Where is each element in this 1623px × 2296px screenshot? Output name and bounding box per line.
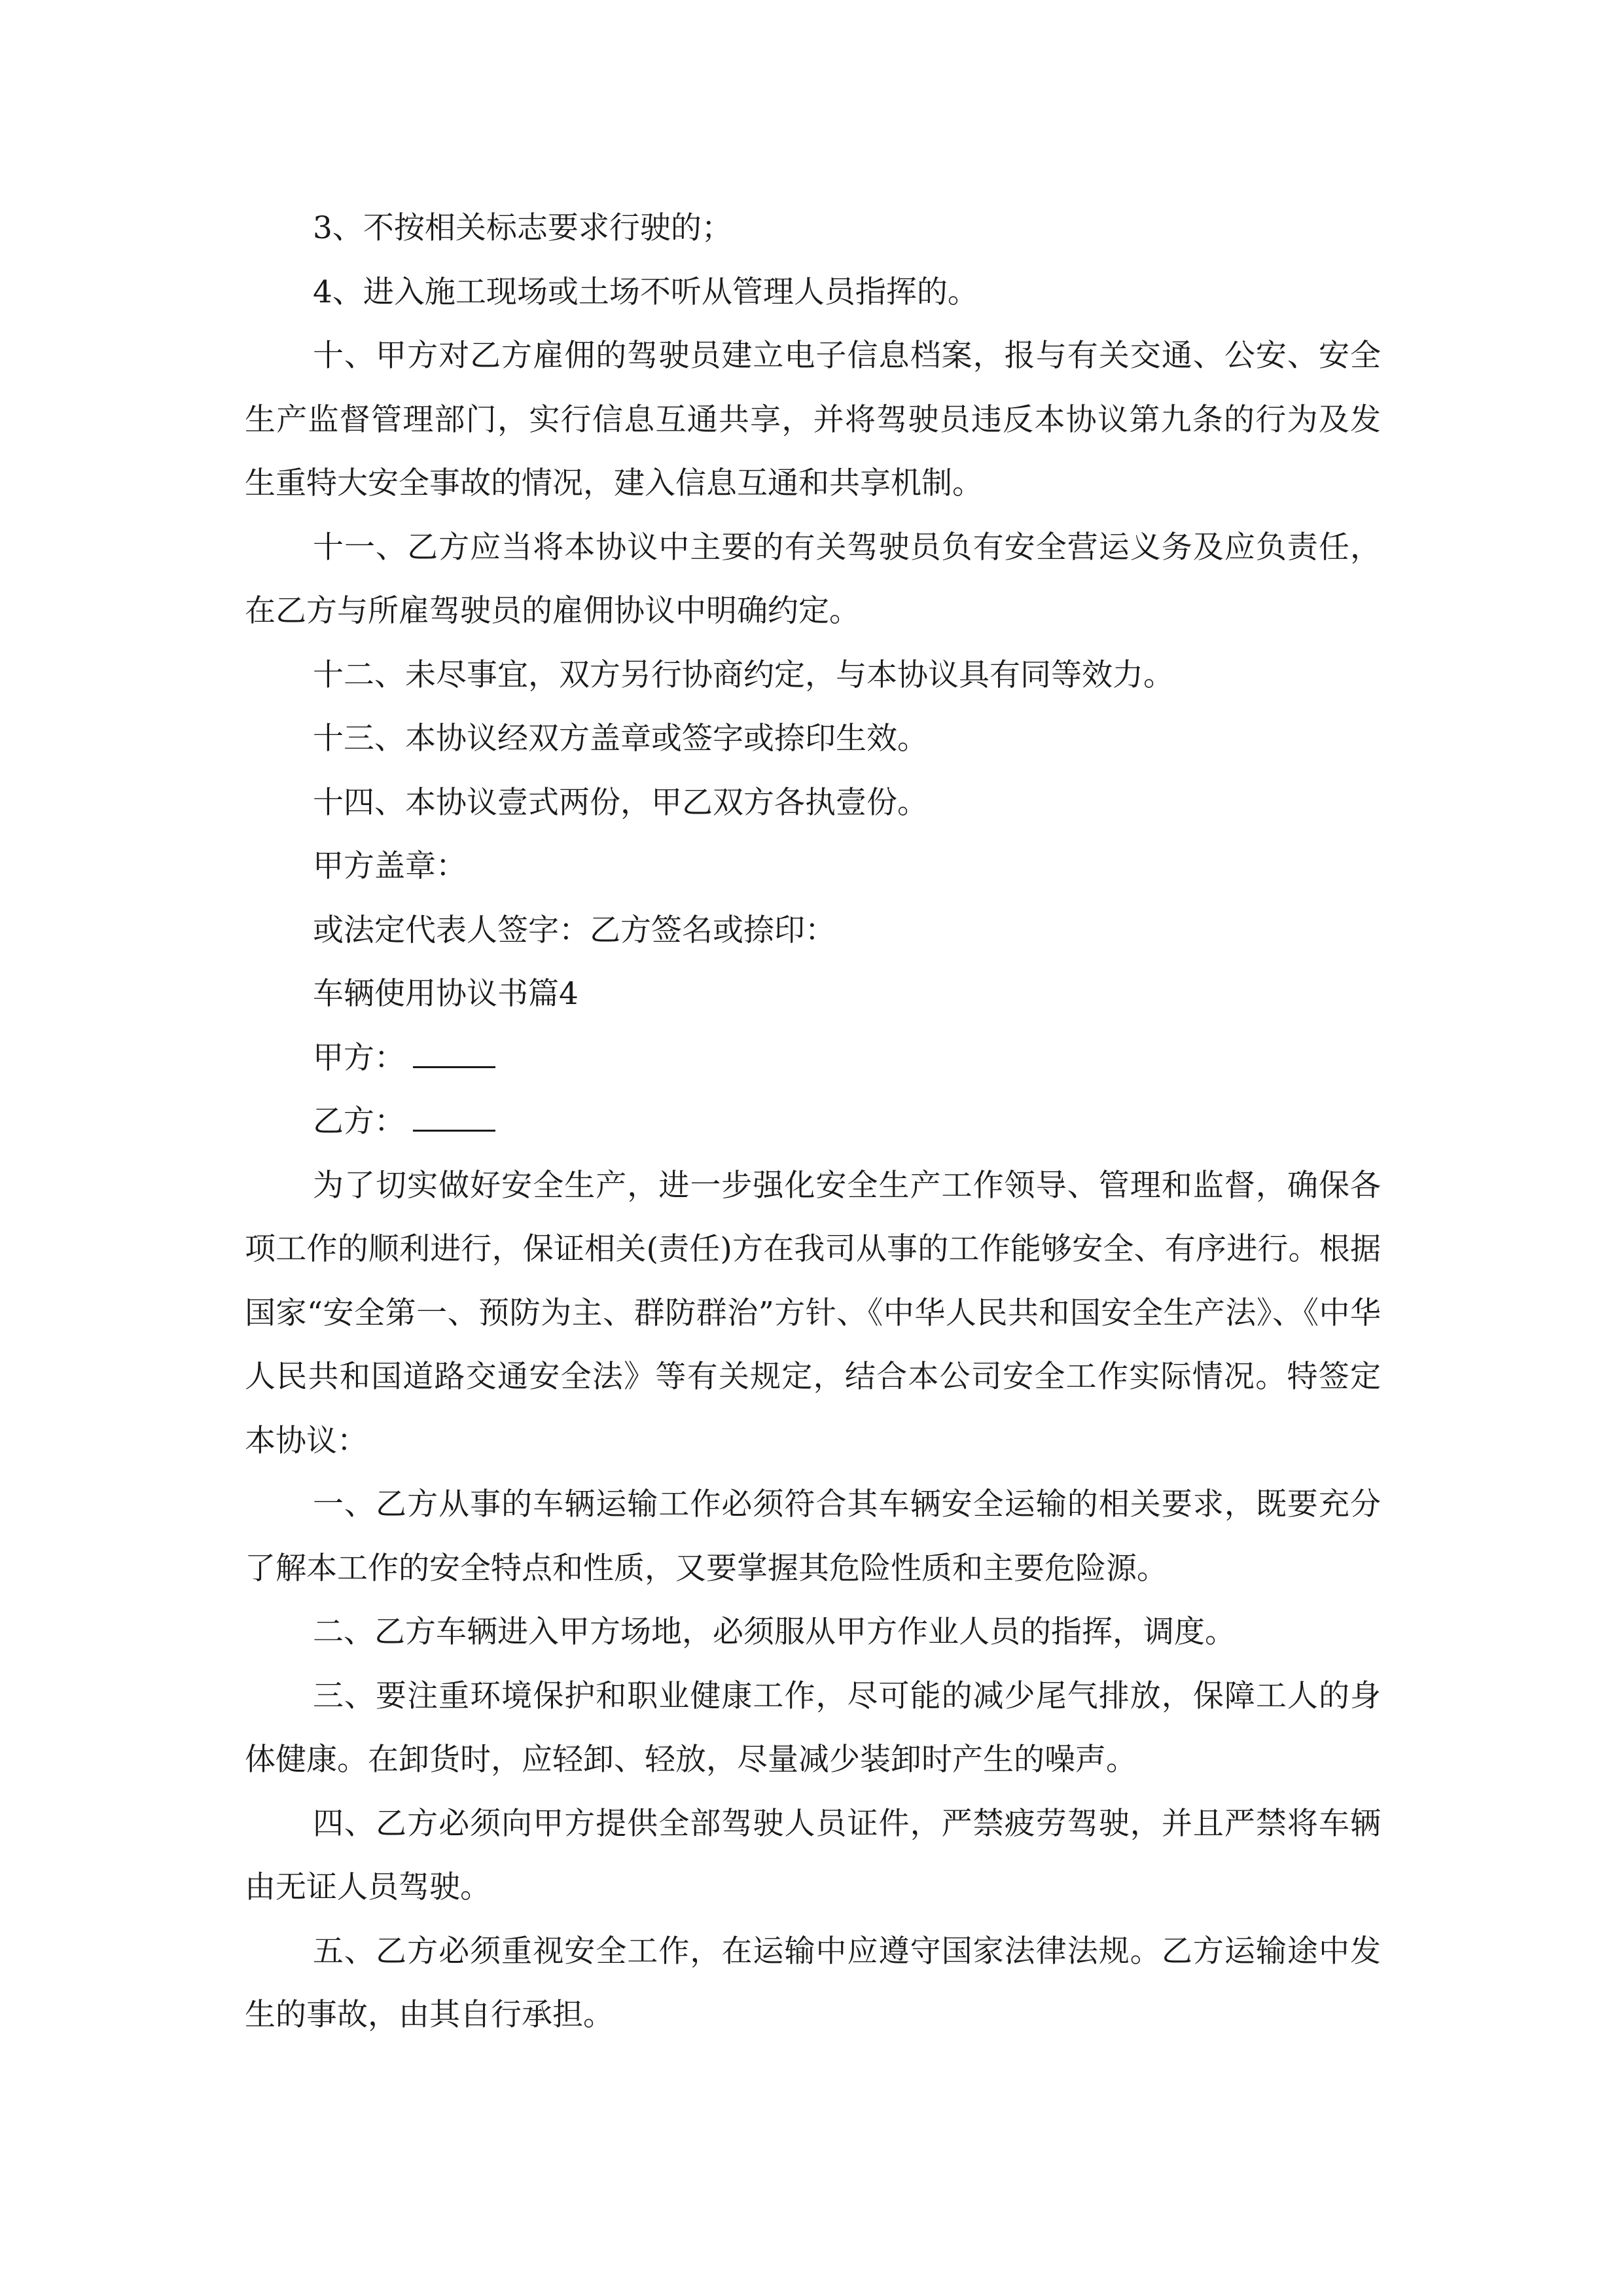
paragraph-clause-3: 三、要注重环境保护和职业健康工作，尽可能的减少尾气排放，保障工人的身体健康。在卸货时，应轻卸、轻放，尽量减少装卸时产生的噪声。 [245, 1677, 1381, 1778]
paragraph-clause-1: 一、乙方从事的车辆运输工作必须符合其车辆安全运输的相关要求，既要充分了解本工作的安全特点和性质，又要掌握其危险性质和主要危险源。 [245, 1486, 1381, 1587]
signature-line: 或法定代表人签字：乙方签名或捺印： [313, 912, 836, 948]
paragraph-clause-14: 十四、本协议壹式两份，甲乙双方各执壹份。 [313, 784, 928, 821]
party-a-blank [413, 1030, 495, 1068]
paragraph-clause-13: 十三、本协议经双方盖章或签字或捺印生效。 [313, 721, 928, 757]
party-b-blank [413, 1093, 495, 1132]
paragraph-clause-12: 十二、未尽事宜，双方另行协商约定，与本协议具有同等效力。 [313, 656, 1174, 693]
party-a-label: 甲方： [313, 1039, 405, 1076]
party-a-field [245, 1026, 1381, 1090]
paragraph-clause-11: 十一、乙方应当将本协议中主要的有关驾驶员负有安全营运义务及应负责任，在乙方与所雇驾驶员的雇佣协议中明确约定。 [245, 529, 1381, 629]
paragraph-clause-4: 四、乙方必须向甲方提供全部驾驶人员证件，严禁疲劳驾驶，并且严禁将车辆由无证人员驾驶。 [245, 1805, 1381, 1905]
paragraph-clause-10: 十、甲方对乙方雇佣的驾驶员建立电子信息档案，报与有关交通、公安、安全生产监督管理部门，实行信息互通共享，并将驾驶员违反本协议第九条的行为及发生重特大安全事故的情况，建入信息互通和共享机制。 [245, 338, 1381, 501]
paragraph-item-4: 4、进入施工现场或土场不听从管理人员指挥的。 [313, 274, 978, 310]
party-b-field [245, 1090, 1381, 1154]
paragraph-item-3: 3、不按相关标志要求行驶的； [313, 210, 732, 246]
document-body [245, 196, 1381, 2047]
party-a-seal-line: 甲方盖章： [313, 848, 467, 884]
paragraph-preamble: 为了切实做好安全生产，进一步强化安全生产工作领导、管理和监督，确保各项工作的顺利进行，保证相关(责任)方在我司从事的工作能够安全、有序进行。根据国家“安全第一、预防为主、群防群治”方针、《中华人民共和国安全生产法》、《中华人民共和国道路交通安全法》等有关规定，结合本公司安全工作实际情况。特签定本协议： [245, 1167, 1381, 1459]
party-b-label: 乙方： [313, 1103, 405, 1139]
paragraph-clause-2: 二、乙方车辆进入甲方场地，必须服从甲方作业人员的指挥，调度。 [313, 1614, 1236, 1650]
section-title: 车辆使用协议书篇4 [313, 976, 579, 1012]
paragraph-clause-5: 五、乙方必须重视安全工作，在运输中应遵守国家法律法规。乙方运输途中发生的事故，由其自行承担。 [245, 1933, 1381, 2033]
